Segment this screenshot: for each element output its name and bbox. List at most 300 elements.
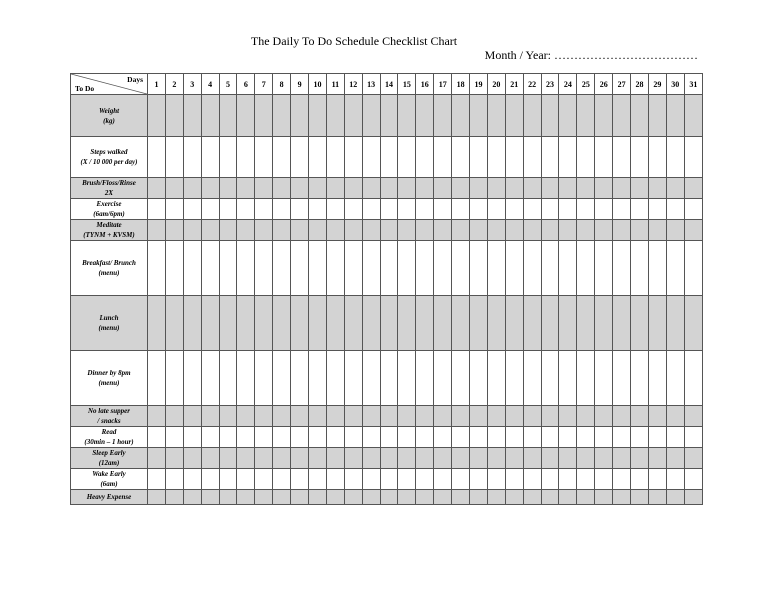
check-cell[interactable] bbox=[631, 220, 649, 241]
check-cell[interactable] bbox=[291, 137, 309, 178]
check-cell[interactable] bbox=[434, 427, 452, 448]
check-cell[interactable] bbox=[398, 178, 416, 199]
check-cell[interactable] bbox=[344, 427, 362, 448]
check-cell[interactable] bbox=[201, 427, 219, 448]
check-cell[interactable] bbox=[148, 406, 166, 427]
check-cell[interactable] bbox=[613, 220, 631, 241]
check-cell[interactable] bbox=[237, 95, 255, 137]
check-cell[interactable] bbox=[648, 220, 666, 241]
check-cell[interactable] bbox=[559, 178, 577, 199]
check-cell[interactable] bbox=[291, 95, 309, 137]
check-cell[interactable] bbox=[648, 448, 666, 469]
check-cell[interactable] bbox=[684, 406, 702, 427]
check-cell[interactable] bbox=[416, 427, 434, 448]
check-cell[interactable] bbox=[577, 137, 595, 178]
check-cell[interactable] bbox=[523, 178, 541, 199]
check-cell[interactable] bbox=[362, 220, 380, 241]
check-cell[interactable] bbox=[183, 406, 201, 427]
check-cell[interactable] bbox=[523, 351, 541, 406]
check-cell[interactable] bbox=[237, 220, 255, 241]
check-cell[interactable] bbox=[684, 296, 702, 351]
check-cell[interactable] bbox=[183, 178, 201, 199]
check-cell[interactable] bbox=[291, 220, 309, 241]
check-cell[interactable] bbox=[398, 220, 416, 241]
check-cell[interactable] bbox=[326, 490, 344, 505]
check-cell[interactable] bbox=[273, 406, 291, 427]
check-cell[interactable] bbox=[380, 296, 398, 351]
check-cell[interactable] bbox=[362, 199, 380, 220]
check-cell[interactable] bbox=[613, 448, 631, 469]
check-cell[interactable] bbox=[398, 490, 416, 505]
check-cell[interactable] bbox=[362, 448, 380, 469]
check-cell[interactable] bbox=[434, 469, 452, 490]
check-cell[interactable] bbox=[487, 490, 505, 505]
check-cell[interactable] bbox=[165, 199, 183, 220]
check-cell[interactable] bbox=[684, 178, 702, 199]
check-cell[interactable] bbox=[470, 199, 488, 220]
check-cell[interactable] bbox=[487, 241, 505, 296]
check-cell[interactable] bbox=[559, 241, 577, 296]
check-cell[interactable] bbox=[523, 95, 541, 137]
check-cell[interactable] bbox=[631, 469, 649, 490]
check-cell[interactable] bbox=[559, 95, 577, 137]
check-cell[interactable] bbox=[470, 178, 488, 199]
check-cell[interactable] bbox=[684, 490, 702, 505]
check-cell[interactable] bbox=[487, 296, 505, 351]
check-cell[interactable] bbox=[380, 137, 398, 178]
check-cell[interactable] bbox=[613, 199, 631, 220]
check-cell[interactable] bbox=[434, 95, 452, 137]
check-cell[interactable] bbox=[344, 220, 362, 241]
check-cell[interactable] bbox=[577, 427, 595, 448]
check-cell[interactable] bbox=[183, 351, 201, 406]
check-cell[interactable] bbox=[309, 296, 327, 351]
check-cell[interactable] bbox=[165, 448, 183, 469]
check-cell[interactable] bbox=[434, 178, 452, 199]
check-cell[interactable] bbox=[165, 220, 183, 241]
check-cell[interactable] bbox=[541, 406, 559, 427]
check-cell[interactable] bbox=[183, 490, 201, 505]
check-cell[interactable] bbox=[237, 199, 255, 220]
check-cell[interactable] bbox=[487, 406, 505, 427]
check-cell[interactable] bbox=[362, 241, 380, 296]
check-cell[interactable] bbox=[595, 448, 613, 469]
check-cell[interactable] bbox=[416, 137, 434, 178]
check-cell[interactable] bbox=[416, 95, 434, 137]
check-cell[interactable] bbox=[470, 469, 488, 490]
check-cell[interactable] bbox=[201, 351, 219, 406]
check-cell[interactable] bbox=[559, 199, 577, 220]
check-cell[interactable] bbox=[684, 448, 702, 469]
check-cell[interactable] bbox=[201, 137, 219, 178]
check-cell[interactable] bbox=[684, 95, 702, 137]
check-cell[interactable] bbox=[541, 448, 559, 469]
check-cell[interactable] bbox=[559, 448, 577, 469]
check-cell[interactable] bbox=[201, 469, 219, 490]
check-cell[interactable] bbox=[309, 241, 327, 296]
check-cell[interactable] bbox=[237, 137, 255, 178]
check-cell[interactable] bbox=[595, 296, 613, 351]
check-cell[interactable] bbox=[613, 351, 631, 406]
check-cell[interactable] bbox=[201, 220, 219, 241]
check-cell[interactable] bbox=[666, 469, 684, 490]
check-cell[interactable] bbox=[684, 427, 702, 448]
check-cell[interactable] bbox=[595, 406, 613, 427]
check-cell[interactable] bbox=[487, 220, 505, 241]
check-cell[interactable] bbox=[344, 296, 362, 351]
check-cell[interactable] bbox=[148, 95, 166, 137]
check-cell[interactable] bbox=[559, 296, 577, 351]
check-cell[interactable] bbox=[148, 351, 166, 406]
check-cell[interactable] bbox=[255, 220, 273, 241]
check-cell[interactable] bbox=[344, 178, 362, 199]
check-cell[interactable] bbox=[326, 448, 344, 469]
check-cell[interactable] bbox=[165, 406, 183, 427]
check-cell[interactable] bbox=[631, 241, 649, 296]
check-cell[interactable] bbox=[326, 427, 344, 448]
check-cell[interactable] bbox=[309, 199, 327, 220]
check-cell[interactable] bbox=[541, 95, 559, 137]
check-cell[interactable] bbox=[273, 220, 291, 241]
check-cell[interactable] bbox=[362, 178, 380, 199]
check-cell[interactable] bbox=[362, 351, 380, 406]
check-cell[interactable] bbox=[434, 220, 452, 241]
check-cell[interactable] bbox=[183, 137, 201, 178]
check-cell[interactable] bbox=[452, 427, 470, 448]
check-cell[interactable] bbox=[237, 296, 255, 351]
check-cell[interactable] bbox=[541, 199, 559, 220]
check-cell[interactable] bbox=[291, 178, 309, 199]
check-cell[interactable] bbox=[577, 448, 595, 469]
check-cell[interactable] bbox=[416, 178, 434, 199]
check-cell[interactable] bbox=[344, 448, 362, 469]
check-cell[interactable] bbox=[309, 220, 327, 241]
check-cell[interactable] bbox=[380, 199, 398, 220]
check-cell[interactable] bbox=[148, 448, 166, 469]
check-cell[interactable] bbox=[559, 490, 577, 505]
check-cell[interactable] bbox=[523, 427, 541, 448]
check-cell[interactable] bbox=[470, 448, 488, 469]
check-cell[interactable] bbox=[219, 296, 237, 351]
check-cell[interactable] bbox=[505, 95, 523, 137]
check-cell[interactable] bbox=[273, 95, 291, 137]
check-cell[interactable] bbox=[148, 199, 166, 220]
check-cell[interactable] bbox=[398, 448, 416, 469]
check-cell[interactable] bbox=[183, 199, 201, 220]
check-cell[interactable] bbox=[648, 137, 666, 178]
check-cell[interactable] bbox=[452, 199, 470, 220]
check-cell[interactable] bbox=[148, 490, 166, 505]
check-cell[interactable] bbox=[309, 178, 327, 199]
check-cell[interactable] bbox=[595, 469, 613, 490]
check-cell[interactable] bbox=[398, 137, 416, 178]
check-cell[interactable] bbox=[505, 351, 523, 406]
check-cell[interactable] bbox=[684, 220, 702, 241]
check-cell[interactable] bbox=[183, 448, 201, 469]
check-cell[interactable] bbox=[219, 241, 237, 296]
check-cell[interactable] bbox=[666, 490, 684, 505]
check-cell[interactable] bbox=[183, 469, 201, 490]
check-cell[interactable] bbox=[380, 95, 398, 137]
check-cell[interactable] bbox=[380, 178, 398, 199]
check-cell[interactable] bbox=[219, 199, 237, 220]
check-cell[interactable] bbox=[344, 95, 362, 137]
check-cell[interactable] bbox=[309, 95, 327, 137]
check-cell[interactable] bbox=[666, 406, 684, 427]
check-cell[interactable] bbox=[470, 406, 488, 427]
check-cell[interactable] bbox=[237, 448, 255, 469]
check-cell[interactable] bbox=[666, 178, 684, 199]
check-cell[interactable] bbox=[613, 406, 631, 427]
check-cell[interactable] bbox=[273, 427, 291, 448]
check-cell[interactable] bbox=[595, 351, 613, 406]
check-cell[interactable] bbox=[631, 137, 649, 178]
check-cell[interactable] bbox=[666, 95, 684, 137]
check-cell[interactable] bbox=[470, 296, 488, 351]
check-cell[interactable] bbox=[380, 406, 398, 427]
check-cell[interactable] bbox=[666, 296, 684, 351]
check-cell[interactable] bbox=[165, 95, 183, 137]
check-cell[interactable] bbox=[380, 220, 398, 241]
check-cell[interactable] bbox=[487, 427, 505, 448]
check-cell[interactable] bbox=[470, 427, 488, 448]
check-cell[interactable] bbox=[505, 448, 523, 469]
check-cell[interactable] bbox=[505, 241, 523, 296]
check-cell[interactable] bbox=[595, 427, 613, 448]
check-cell[interactable] bbox=[237, 351, 255, 406]
check-cell[interactable] bbox=[666, 241, 684, 296]
check-cell[interactable] bbox=[487, 95, 505, 137]
check-cell[interactable] bbox=[344, 351, 362, 406]
check-cell[interactable] bbox=[523, 490, 541, 505]
check-cell[interactable] bbox=[326, 137, 344, 178]
check-cell[interactable] bbox=[165, 490, 183, 505]
check-cell[interactable] bbox=[309, 469, 327, 490]
check-cell[interactable] bbox=[631, 296, 649, 351]
check-cell[interactable] bbox=[434, 448, 452, 469]
check-cell[interactable] bbox=[398, 241, 416, 296]
check-cell[interactable] bbox=[452, 137, 470, 178]
check-cell[interactable] bbox=[595, 241, 613, 296]
check-cell[interactable] bbox=[487, 351, 505, 406]
check-cell[interactable] bbox=[201, 241, 219, 296]
check-cell[interactable] bbox=[219, 95, 237, 137]
check-cell[interactable] bbox=[148, 427, 166, 448]
check-cell[interactable] bbox=[505, 490, 523, 505]
check-cell[interactable] bbox=[273, 199, 291, 220]
check-cell[interactable] bbox=[613, 490, 631, 505]
check-cell[interactable] bbox=[237, 469, 255, 490]
check-cell[interactable] bbox=[201, 178, 219, 199]
check-cell[interactable] bbox=[201, 406, 219, 427]
check-cell[interactable] bbox=[577, 296, 595, 351]
check-cell[interactable] bbox=[666, 427, 684, 448]
check-cell[interactable] bbox=[326, 351, 344, 406]
check-cell[interactable] bbox=[505, 178, 523, 199]
check-cell[interactable] bbox=[648, 490, 666, 505]
check-cell[interactable] bbox=[577, 406, 595, 427]
check-cell[interactable] bbox=[648, 95, 666, 137]
check-cell[interactable] bbox=[165, 178, 183, 199]
check-cell[interactable] bbox=[577, 199, 595, 220]
check-cell[interactable] bbox=[452, 469, 470, 490]
check-cell[interactable] bbox=[201, 95, 219, 137]
check-cell[interactable] bbox=[613, 296, 631, 351]
check-cell[interactable] bbox=[362, 95, 380, 137]
check-cell[interactable] bbox=[344, 137, 362, 178]
check-cell[interactable] bbox=[666, 448, 684, 469]
check-cell[interactable] bbox=[577, 351, 595, 406]
check-cell[interactable] bbox=[326, 406, 344, 427]
check-cell[interactable] bbox=[505, 220, 523, 241]
check-cell[interactable] bbox=[648, 469, 666, 490]
check-cell[interactable] bbox=[165, 351, 183, 406]
check-cell[interactable] bbox=[666, 199, 684, 220]
check-cell[interactable] bbox=[165, 137, 183, 178]
check-cell[interactable] bbox=[541, 490, 559, 505]
check-cell[interactable] bbox=[237, 427, 255, 448]
check-cell[interactable] bbox=[505, 406, 523, 427]
check-cell[interactable] bbox=[434, 406, 452, 427]
check-cell[interactable] bbox=[148, 220, 166, 241]
check-cell[interactable] bbox=[452, 351, 470, 406]
check-cell[interactable] bbox=[273, 178, 291, 199]
check-cell[interactable] bbox=[559, 469, 577, 490]
check-cell[interactable] bbox=[470, 220, 488, 241]
check-cell[interactable] bbox=[434, 296, 452, 351]
check-cell[interactable] bbox=[470, 95, 488, 137]
check-cell[interactable] bbox=[577, 220, 595, 241]
check-cell[interactable] bbox=[380, 448, 398, 469]
check-cell[interactable] bbox=[291, 199, 309, 220]
check-cell[interactable] bbox=[648, 241, 666, 296]
check-cell[interactable] bbox=[201, 448, 219, 469]
check-cell[interactable] bbox=[255, 406, 273, 427]
check-cell[interactable] bbox=[595, 95, 613, 137]
check-cell[interactable] bbox=[416, 241, 434, 296]
check-cell[interactable] bbox=[613, 178, 631, 199]
check-cell[interactable] bbox=[219, 469, 237, 490]
check-cell[interactable] bbox=[183, 95, 201, 137]
check-cell[interactable] bbox=[559, 137, 577, 178]
check-cell[interactable] bbox=[255, 178, 273, 199]
check-cell[interactable] bbox=[398, 296, 416, 351]
check-cell[interactable] bbox=[487, 469, 505, 490]
check-cell[interactable] bbox=[219, 427, 237, 448]
check-cell[interactable] bbox=[416, 220, 434, 241]
check-cell[interactable] bbox=[487, 137, 505, 178]
check-cell[interactable] bbox=[255, 241, 273, 296]
check-cell[interactable] bbox=[434, 351, 452, 406]
check-cell[interactable] bbox=[219, 137, 237, 178]
check-cell[interactable] bbox=[165, 296, 183, 351]
check-cell[interactable] bbox=[559, 220, 577, 241]
check-cell[interactable] bbox=[255, 448, 273, 469]
check-cell[interactable] bbox=[183, 220, 201, 241]
check-cell[interactable] bbox=[666, 351, 684, 406]
check-cell[interactable] bbox=[434, 199, 452, 220]
check-cell[interactable] bbox=[470, 490, 488, 505]
check-cell[interactable] bbox=[362, 490, 380, 505]
check-cell[interactable] bbox=[541, 351, 559, 406]
check-cell[interactable] bbox=[398, 351, 416, 406]
check-cell[interactable] bbox=[309, 490, 327, 505]
check-cell[interactable] bbox=[148, 137, 166, 178]
check-cell[interactable] bbox=[291, 406, 309, 427]
check-cell[interactable] bbox=[398, 427, 416, 448]
check-cell[interactable] bbox=[237, 178, 255, 199]
check-cell[interactable] bbox=[219, 490, 237, 505]
check-cell[interactable] bbox=[648, 406, 666, 427]
check-cell[interactable] bbox=[273, 351, 291, 406]
check-cell[interactable] bbox=[505, 199, 523, 220]
check-cell[interactable] bbox=[273, 490, 291, 505]
check-cell[interactable] bbox=[291, 448, 309, 469]
check-cell[interactable] bbox=[326, 199, 344, 220]
check-cell[interactable] bbox=[416, 351, 434, 406]
check-cell[interactable] bbox=[255, 199, 273, 220]
check-cell[interactable] bbox=[148, 296, 166, 351]
check-cell[interactable] bbox=[613, 241, 631, 296]
check-cell[interactable] bbox=[577, 469, 595, 490]
check-cell[interactable] bbox=[326, 178, 344, 199]
check-cell[interactable] bbox=[255, 469, 273, 490]
check-cell[interactable] bbox=[416, 199, 434, 220]
check-cell[interactable] bbox=[613, 95, 631, 137]
check-cell[interactable] bbox=[559, 427, 577, 448]
check-cell[interactable] bbox=[148, 469, 166, 490]
check-cell[interactable] bbox=[505, 469, 523, 490]
check-cell[interactable] bbox=[541, 469, 559, 490]
check-cell[interactable] bbox=[398, 406, 416, 427]
check-cell[interactable] bbox=[362, 469, 380, 490]
check-cell[interactable] bbox=[291, 490, 309, 505]
check-cell[interactable] bbox=[595, 137, 613, 178]
check-cell[interactable] bbox=[595, 490, 613, 505]
check-cell[interactable] bbox=[255, 137, 273, 178]
check-cell[interactable] bbox=[505, 427, 523, 448]
check-cell[interactable] bbox=[219, 351, 237, 406]
check-cell[interactable] bbox=[452, 490, 470, 505]
check-cell[interactable] bbox=[666, 137, 684, 178]
check-cell[interactable] bbox=[487, 178, 505, 199]
check-cell[interactable] bbox=[452, 296, 470, 351]
check-cell[interactable] bbox=[470, 241, 488, 296]
check-cell[interactable] bbox=[541, 427, 559, 448]
check-cell[interactable] bbox=[523, 448, 541, 469]
check-cell[interactable] bbox=[523, 406, 541, 427]
check-cell[interactable] bbox=[326, 296, 344, 351]
check-cell[interactable] bbox=[505, 296, 523, 351]
check-cell[interactable] bbox=[237, 406, 255, 427]
check-cell[interactable] bbox=[255, 351, 273, 406]
check-cell[interactable] bbox=[291, 469, 309, 490]
check-cell[interactable] bbox=[434, 241, 452, 296]
check-cell[interactable] bbox=[541, 220, 559, 241]
check-cell[interactable] bbox=[183, 427, 201, 448]
check-cell[interactable] bbox=[631, 427, 649, 448]
check-cell[interactable] bbox=[219, 448, 237, 469]
check-cell[interactable] bbox=[380, 490, 398, 505]
check-cell[interactable] bbox=[344, 469, 362, 490]
check-cell[interactable] bbox=[273, 469, 291, 490]
check-cell[interactable] bbox=[487, 199, 505, 220]
check-cell[interactable] bbox=[362, 137, 380, 178]
check-cell[interactable] bbox=[291, 241, 309, 296]
check-cell[interactable] bbox=[380, 241, 398, 296]
check-cell[interactable] bbox=[255, 427, 273, 448]
check-cell[interactable] bbox=[523, 296, 541, 351]
